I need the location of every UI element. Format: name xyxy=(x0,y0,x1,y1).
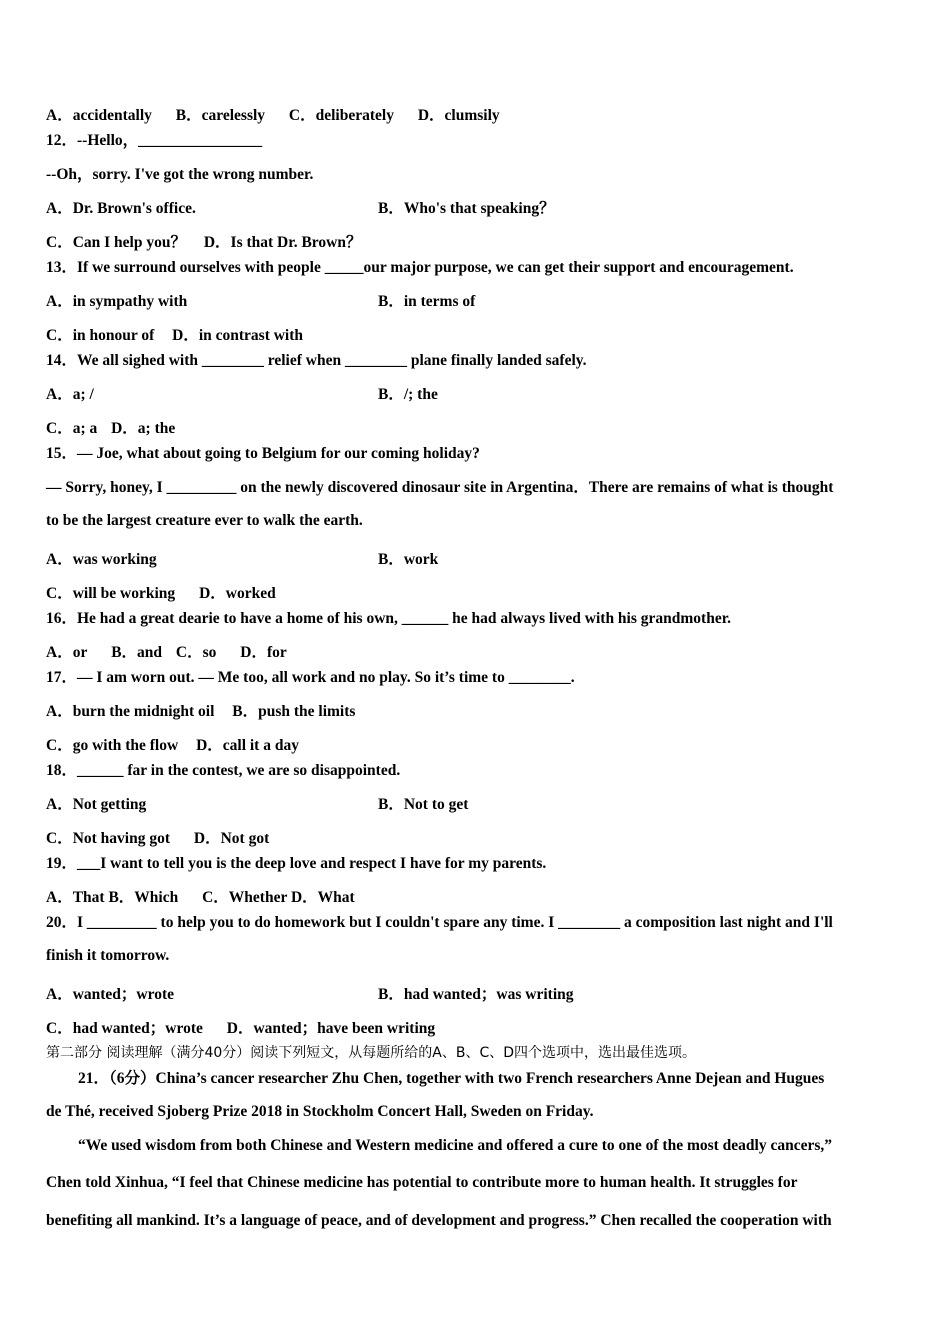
q16-option-a: A．or xyxy=(46,644,88,661)
q12-stem: 12．--Hello，________________ xyxy=(46,132,263,149)
q18-options-cd xyxy=(46,826,269,848)
q11-option-a: A．accidentally xyxy=(46,107,152,124)
q15-options-cd xyxy=(46,581,276,603)
q14-option-c: C．a; a xyxy=(46,420,98,437)
q14-stem: 14．We all sighed with ________ relief when ________ plane finally landed safely. xyxy=(46,352,587,369)
q17-option-d: D．call it a day xyxy=(196,737,299,754)
q19-option-b: B．Which xyxy=(108,889,179,906)
q15-option-c: C．will be working xyxy=(46,585,176,602)
q18-options-ab xyxy=(46,792,469,814)
q21-paragraph2-line1: “We used wisdom from both Chinese and Western medicine and offered a cure to one of the most deadly cancers,” xyxy=(78,1137,833,1154)
q21-paragraph2-line3: benefiting all mankind. It’s a language of peace, and of development and progress.” Chen recalled the cooperation with xyxy=(46,1212,832,1229)
q13-option-d: D．in contrast with xyxy=(172,327,304,344)
q20-stem-line1: 20．I _________ to help you to do homework but I couldn't spare any time. I ________ a composition last night and I'll xyxy=(46,914,833,931)
q17-options-ab xyxy=(46,699,355,721)
q13-options-cd xyxy=(46,323,303,345)
q19-stem: 19．___I want to tell you is the deep love and respect I have for my parents. xyxy=(46,855,547,872)
q12-options-cd xyxy=(46,230,361,252)
q20-option-d: D．wanted；have been writing xyxy=(226,1020,436,1037)
q14-options-cd xyxy=(46,416,175,438)
q13-stem: 13．If we surround ourselves with people _____our major purpose, we can get their support and encouragement. xyxy=(46,259,794,276)
q14-option-d: D．a; the xyxy=(111,420,176,437)
q21-paragraph1-line1 xyxy=(78,1066,824,1088)
q15-option-b: B．work xyxy=(378,551,439,568)
q17-option-b: B．push the limits xyxy=(232,703,356,720)
q20-option-a: A．wanted；wrote xyxy=(46,986,175,1003)
q11-option-c: C．deliberately xyxy=(288,107,394,124)
q18-option-d: D．Not got xyxy=(193,830,270,847)
q16-option-d: D．for xyxy=(240,644,287,661)
q19-options xyxy=(46,885,355,907)
q16-option-c: C．so xyxy=(175,644,217,661)
q12-option-c: C．Can I help you？ xyxy=(46,234,186,251)
q15-option-a: A．was working xyxy=(46,551,157,568)
q16-stem: 16．He had a great dearie to have a home of his own, ______ he had always lived with his grandmother. xyxy=(46,610,732,627)
q19-option-a: A．That xyxy=(46,889,105,906)
q17-stem: 17．— I am worn out. — Me too, all work and no play. So it’s time to ________. xyxy=(46,669,575,686)
q12-option-d: D．Is that Dr. Brown？ xyxy=(203,234,362,251)
q14-option-b: B．/; the xyxy=(378,386,438,403)
q15-option-d: D．worked xyxy=(199,585,276,602)
q16-option-b: B．and xyxy=(111,644,163,661)
q11-option-b: B．carelessly xyxy=(175,107,266,124)
q11-option-d: D．clumsily xyxy=(417,107,500,124)
q17-option-a: A．burn the midnight oil xyxy=(46,703,215,720)
q16-options xyxy=(46,640,287,662)
q19-option-d: D．What xyxy=(290,889,355,906)
q20-stem-line2: finish it tomorrow. xyxy=(46,947,170,964)
q12-options-ab xyxy=(46,196,555,218)
q15-stem: 15．— Joe, what about going to Belgium for our coming holiday? xyxy=(46,445,480,462)
q14-option-a: A．a; / xyxy=(46,386,94,403)
q20-option-c: C．had wanted；wrote xyxy=(46,1020,203,1037)
q17-options-cd xyxy=(46,733,299,755)
q18-stem: 18．______ far in the contest, we are so disappointed. xyxy=(46,762,401,779)
q13-option-c: C．in honour of xyxy=(46,327,155,344)
q13-options-ab xyxy=(46,289,476,311)
q12-option-a: A．Dr. Brown's office. xyxy=(46,200,196,217)
q11-options xyxy=(46,103,500,125)
q20-options-ab xyxy=(46,982,574,1004)
q18-option-a: A．Not getting xyxy=(46,796,147,813)
q20-option-b: B．had wanted；was writing xyxy=(378,986,574,1003)
q21-paragraph2-line2: Chen told Xinhua, “I feel that Chinese medicine has potential to contribute more to human health. It struggles for xyxy=(46,1174,798,1191)
q21-number: 21．（6分） xyxy=(78,1070,156,1087)
q20-options-cd xyxy=(46,1016,435,1038)
q21-p1-text: China’s cancer researcher Zhu Chen, together with two French researchers Anne Dejean and Hugues xyxy=(155,1070,825,1087)
q12-option-b: B．Who's that speaking？ xyxy=(378,200,555,217)
q21-paragraph1-line2: de Thé, received Sjoberg Prize 2018 in Stockholm Concert Hall, Sweden on Friday. xyxy=(46,1103,594,1120)
q15-dialogue-line2: to be the largest creature ever to walk the earth. xyxy=(46,512,363,529)
part2-heading: 第二部分 阅读理解（满分40分）阅读下列短文，从每题所给的A、B、C、D四个选项中，选出最佳选项。 xyxy=(46,1045,696,1061)
q19-option-c: C．Whether xyxy=(202,889,288,906)
q15-options-ab xyxy=(46,547,439,569)
q18-option-c: C．Not having got xyxy=(46,830,171,847)
q18-option-b: B．Not to get xyxy=(378,796,469,813)
q17-option-c: C．go with the flow xyxy=(46,737,179,754)
q12-dialogue: --Oh，sorry. I've got the wrong number. xyxy=(46,166,314,183)
q15-dialogue-line1: — Sorry, honey, I _________ on the newly discovered dinosaur site in Argentina．There are remains of what is thought xyxy=(46,479,834,496)
q14-options-ab xyxy=(46,382,438,404)
q13-option-a: A．in sympathy with xyxy=(46,293,188,310)
q13-option-b: B．in terms of xyxy=(378,293,476,310)
